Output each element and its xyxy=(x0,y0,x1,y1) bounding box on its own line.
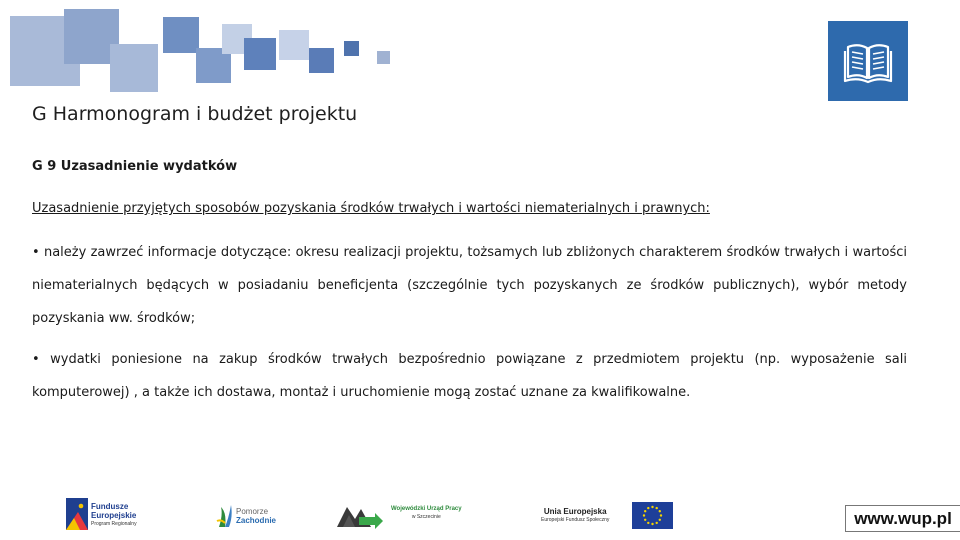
wup-line1: Wojewódzki Urząd Pracy xyxy=(391,506,462,512)
eu-flag-icon xyxy=(632,502,673,529)
wup-line2: w Szczecinie xyxy=(411,514,441,520)
paragraph-bullet-2: • wydatki poniesione na zakup środków trwałych bezpośrednio powiązane z przedmiotem projektu (np. wyposażenie sali komputerowej) , a także ich dostawa, montaż i uruchomienie mogą zostać uznane za kwalifikowalne. xyxy=(32,352,907,400)
website-link[interactable]: www.wup.pl xyxy=(845,505,960,532)
fe-line3: Program Regionalny xyxy=(91,521,137,527)
pomorze-zachodnie-logo-icon xyxy=(215,501,235,529)
open-book-icon xyxy=(828,21,908,101)
paragraph-bullet-1: • należy zawrzeć informacje dotyczące: okresu realizacji projektu, tożsamych lub zbliżonych charakterem środków trwałych i wartości niematerialnych będących w posiadaniu beneficjenta (szczególnie tych pozyskanych ze środków publicznych), wybór metody pozyskania ww. środków; xyxy=(32,245,907,326)
section-subtitle: G 9 Uzasadnienie wydatków xyxy=(32,159,238,174)
fe-line2: Europejskie xyxy=(91,511,137,520)
pomorze-line2: Zachodnie xyxy=(236,516,277,525)
wup-text xyxy=(391,505,462,521)
fundusze-europejskie-text xyxy=(91,502,137,529)
ue-line1: Unia Europejska xyxy=(543,507,607,516)
underlined-heading: Uzasadnienie przyjętych sposobów pozyskania środków trwałych i wartości niematerialnych i prawnych: xyxy=(32,201,710,216)
ue-line2: Europejski Fundusz Społeczny xyxy=(541,517,610,523)
wup-logo-icon xyxy=(337,501,385,529)
fundusze-europejskie-logo-icon xyxy=(66,498,88,530)
page-title: G Harmonogram i budżet projektu xyxy=(32,103,358,125)
pomorze-line1: Pomorze xyxy=(236,507,269,516)
footer-logos xyxy=(0,495,960,540)
fe-line1: Fundusze xyxy=(91,502,129,511)
unia-europejska-text xyxy=(541,507,609,525)
pomorze-zachodnie-text xyxy=(236,507,276,525)
